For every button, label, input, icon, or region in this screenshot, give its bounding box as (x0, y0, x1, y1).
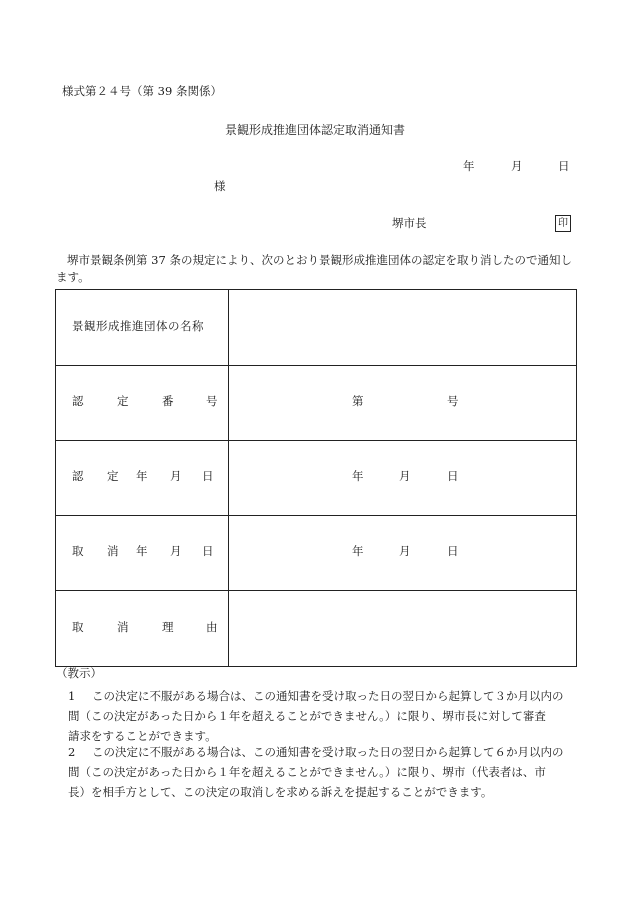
row-label-char: 月 (170, 544, 182, 558)
row-label-char: 日 (202, 469, 214, 483)
row-label-char: 団 (144, 318, 156, 333)
note-line: 長）を相手方として、この決定の取消しを求める訴えを提起することができます。 (68, 785, 493, 799)
note-line: この決定に不服がある場合は、この通知書を受け取った日の翌日から起算して３か月以内の (92, 689, 564, 703)
row-label-char: 形 (96, 318, 108, 333)
row-value-cell[interactable] (229, 441, 577, 516)
info-table (55, 289, 577, 667)
note-line: 間（この決定があった日から１年を超えることができません。）に限り、堺市長に対して審査 (68, 709, 546, 723)
row-label-cell (56, 366, 229, 441)
row-label-cell (56, 290, 229, 366)
document-title: 景観形成推進団体認定取消通知書 (224, 123, 405, 137)
row-value-cell[interactable] (229, 290, 577, 366)
table-row (56, 516, 577, 591)
row-label-char: 認 (72, 394, 84, 408)
row-label-char: 日 (202, 544, 214, 558)
row-label-char: の (168, 318, 180, 333)
issuer-name: 堺市長 (392, 216, 427, 230)
note-line: 間（この決定があった日から１年を超えることができません。）に限り、堺市（代表者は、市 (68, 765, 546, 779)
row-label-char: 番 (162, 394, 174, 408)
row-value-cell[interactable] (229, 591, 577, 667)
date-day: 日 (558, 159, 570, 173)
table-row (56, 441, 577, 516)
table-row (56, 290, 577, 366)
row-label-cell (56, 441, 229, 516)
row-value-cell[interactable] (229, 516, 577, 591)
form-number: 様式第２４号（第 39 条関係） (62, 84, 222, 98)
row-label-char: 称 (192, 318, 204, 333)
row-value-cell[interactable] (229, 366, 577, 441)
row-label-char: 月 (170, 469, 182, 483)
notes-heading: （教示） (56, 666, 102, 680)
seal-mark: 印 (555, 215, 571, 232)
row-label-char: 名 (180, 318, 192, 333)
row-value-char: 第 (352, 394, 364, 408)
note-line: この決定に不服がある場合は、この通知書を受け取った日の翌日から起算して６か月以内の (92, 745, 564, 759)
row-label-char: 取 (72, 544, 84, 558)
row-label-char: 年 (136, 544, 148, 558)
row-label-char: 成 (108, 318, 120, 333)
row-label-char: 年 (136, 469, 148, 483)
row-label-char: 取 (72, 619, 84, 634)
row-label-cell (56, 516, 229, 591)
row-value-char: 月 (399, 544, 411, 558)
body-text: 堺市景観条例第 37 条の規定により、次のとおり景観形成推進団体の認定を取り消したので通知します。 (56, 253, 572, 284)
row-value-char: 月 (399, 469, 411, 483)
row-label-char: 由 (206, 619, 218, 634)
row-label-char: 理 (162, 619, 174, 634)
row-label-char: 消 (117, 619, 129, 634)
row-label-char: 認 (72, 469, 84, 483)
row-label-char: 定 (107, 469, 119, 483)
row-value-char: 日 (447, 469, 459, 483)
row-value-char: 号 (447, 394, 459, 408)
row-label-char: 体 (156, 318, 168, 333)
row-value-char: 年 (352, 544, 364, 558)
date-month: 月 (511, 159, 523, 173)
row-label-char: 観 (84, 318, 96, 333)
table-row (56, 591, 577, 667)
row-label-char: 号 (206, 394, 218, 408)
date-year: 年 (463, 159, 475, 173)
row-label-char: 消 (107, 544, 119, 558)
note-number: 1 (68, 689, 76, 703)
row-value-char: 年 (352, 469, 364, 483)
table-row (56, 366, 577, 441)
row-value-char: 日 (447, 544, 459, 558)
note-number: 2 (68, 745, 76, 759)
recipient-honorific: 様 (214, 179, 226, 193)
row-label-cell (56, 591, 229, 667)
note-line: 請求をすることができます。 (68, 729, 217, 743)
row-label-char: 推 (120, 318, 132, 333)
row-label-char: 景 (72, 318, 84, 333)
row-label-char: 定 (117, 394, 129, 408)
row-label-char: 進 (132, 318, 144, 333)
